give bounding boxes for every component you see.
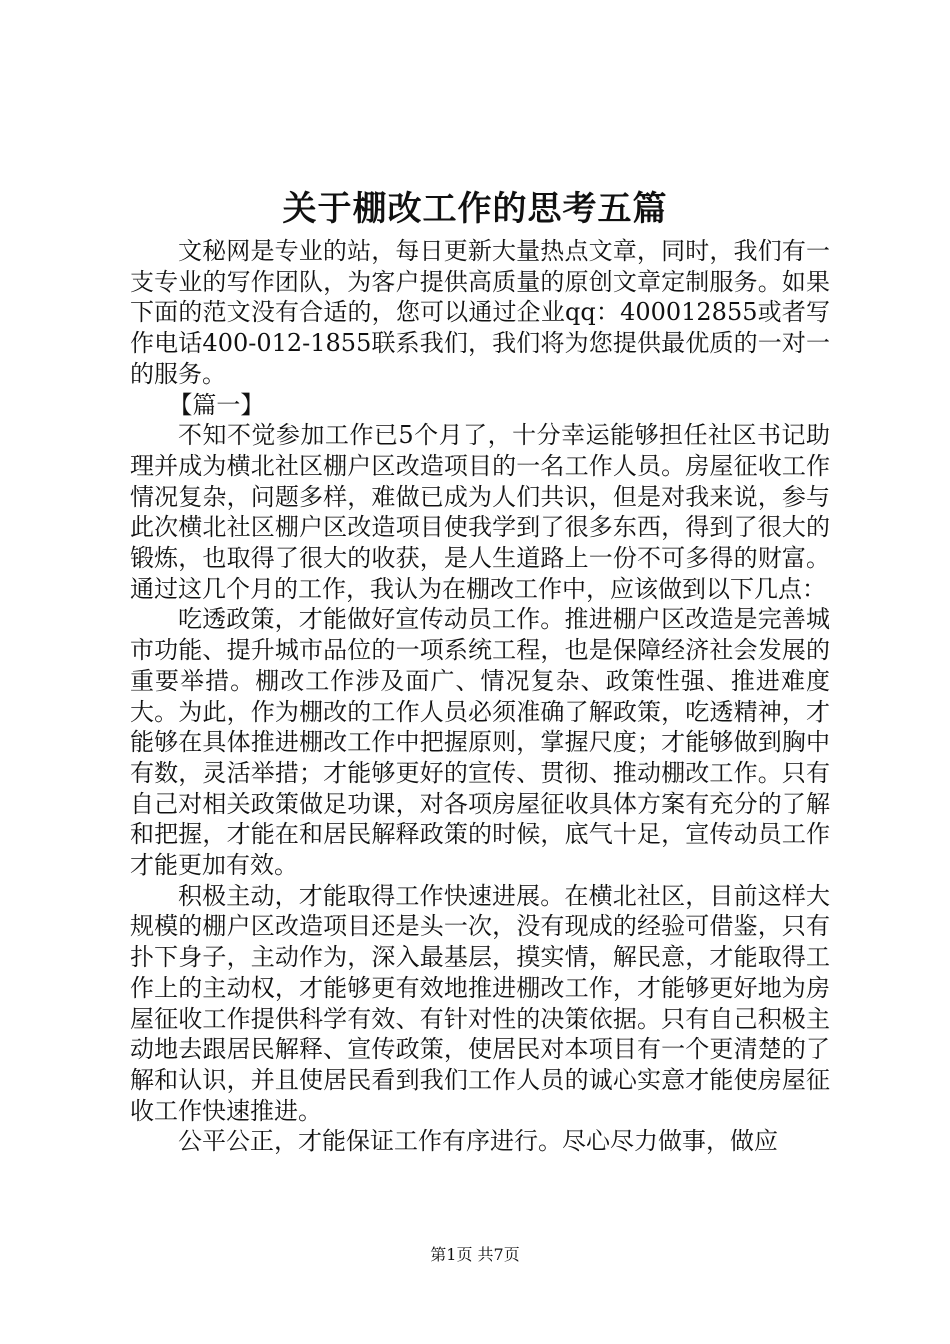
page-footer xyxy=(0,1243,950,1267)
body-paragraph: 公平公正，才能保证工作有序进行。尽心尽力做事，做应 xyxy=(178,1127,778,1156)
intro-paragraph: 文秘网是专业的站，每日更新大量热点文章，同时，我们有一支专业的写作团队，为客户提供高质量的原创文章定制服务。如果下面的范文没有合适的，您可以通过企业qq：400012855或者写作电话400-012-1855联系我们，我们将为您提供最优质的一对一的服务。 xyxy=(130,237,830,388)
section-heading: 【篇一】 xyxy=(168,390,265,419)
document-title: 关于棚改工作的思考五篇 xyxy=(282,189,668,229)
page-total: 共7页 xyxy=(477,1245,520,1264)
page-number: 第1页 xyxy=(430,1245,473,1264)
document-body xyxy=(130,236,830,1157)
body-paragraph: 不知不觉参加工作已5个月了，十分幸运能够担任社区书记助理并成为横北社区棚户区改造项目的一名工作人员。房屋征收工作情况复杂，问题多样，难做已成为人们共识，但是对我来说，参与此次横北社区棚户区改造项目使我学到了很多东西，得到了很大的锻炼，也取得了很大的收获，是人生道路上一份不可多得的财富。通过这几个月的工作，我认为在棚改工作中，应该做到以下几点： xyxy=(130,421,830,603)
body-paragraph: 吃透政策，才能做好宣传动员工作。推进棚户区改造是完善城市功能、提升城市品位的一项系统工程，也是保障经济社会发展的重要举措。棚改工作涉及面广、情况复杂、政策性强、推进难度大。为此，作为棚改的工作人员必须准确了解政策，吃透精神，才能够在具体推进棚改工作中把握原则，掌握尺度；才能够做到胸中有数，灵活举措；才能够更好的宣传、贯彻、推动棚改工作。只有自己对相关政策做足功课，对各项房屋征收具体方案有充分的了解和把握，才能在和居民解释政策的时候，底气十足，宣传动员工作才能更加有效。 xyxy=(130,605,830,880)
body-paragraph: 积极主动，才能取得工作快速进展。在横北社区，目前这样大规模的棚户区改造项目还是头一次，没有现成的经验可借鉴，只有扑下身子，主动作为，深入最基层，摸实情，解民意，才能取得工作上的主动权，才能够更有效地推进棚改工作，才能够更好地为房屋征收工作提供科学有效、有针对性的决策依据。只有自己积极主动地去跟居民解释、宣传政策，使居民对本项目有一个更清楚的了解和认识，并且使居民看到我们工作人员的诚心实意才能使房屋征收工作快速推进。 xyxy=(130,881,830,1125)
